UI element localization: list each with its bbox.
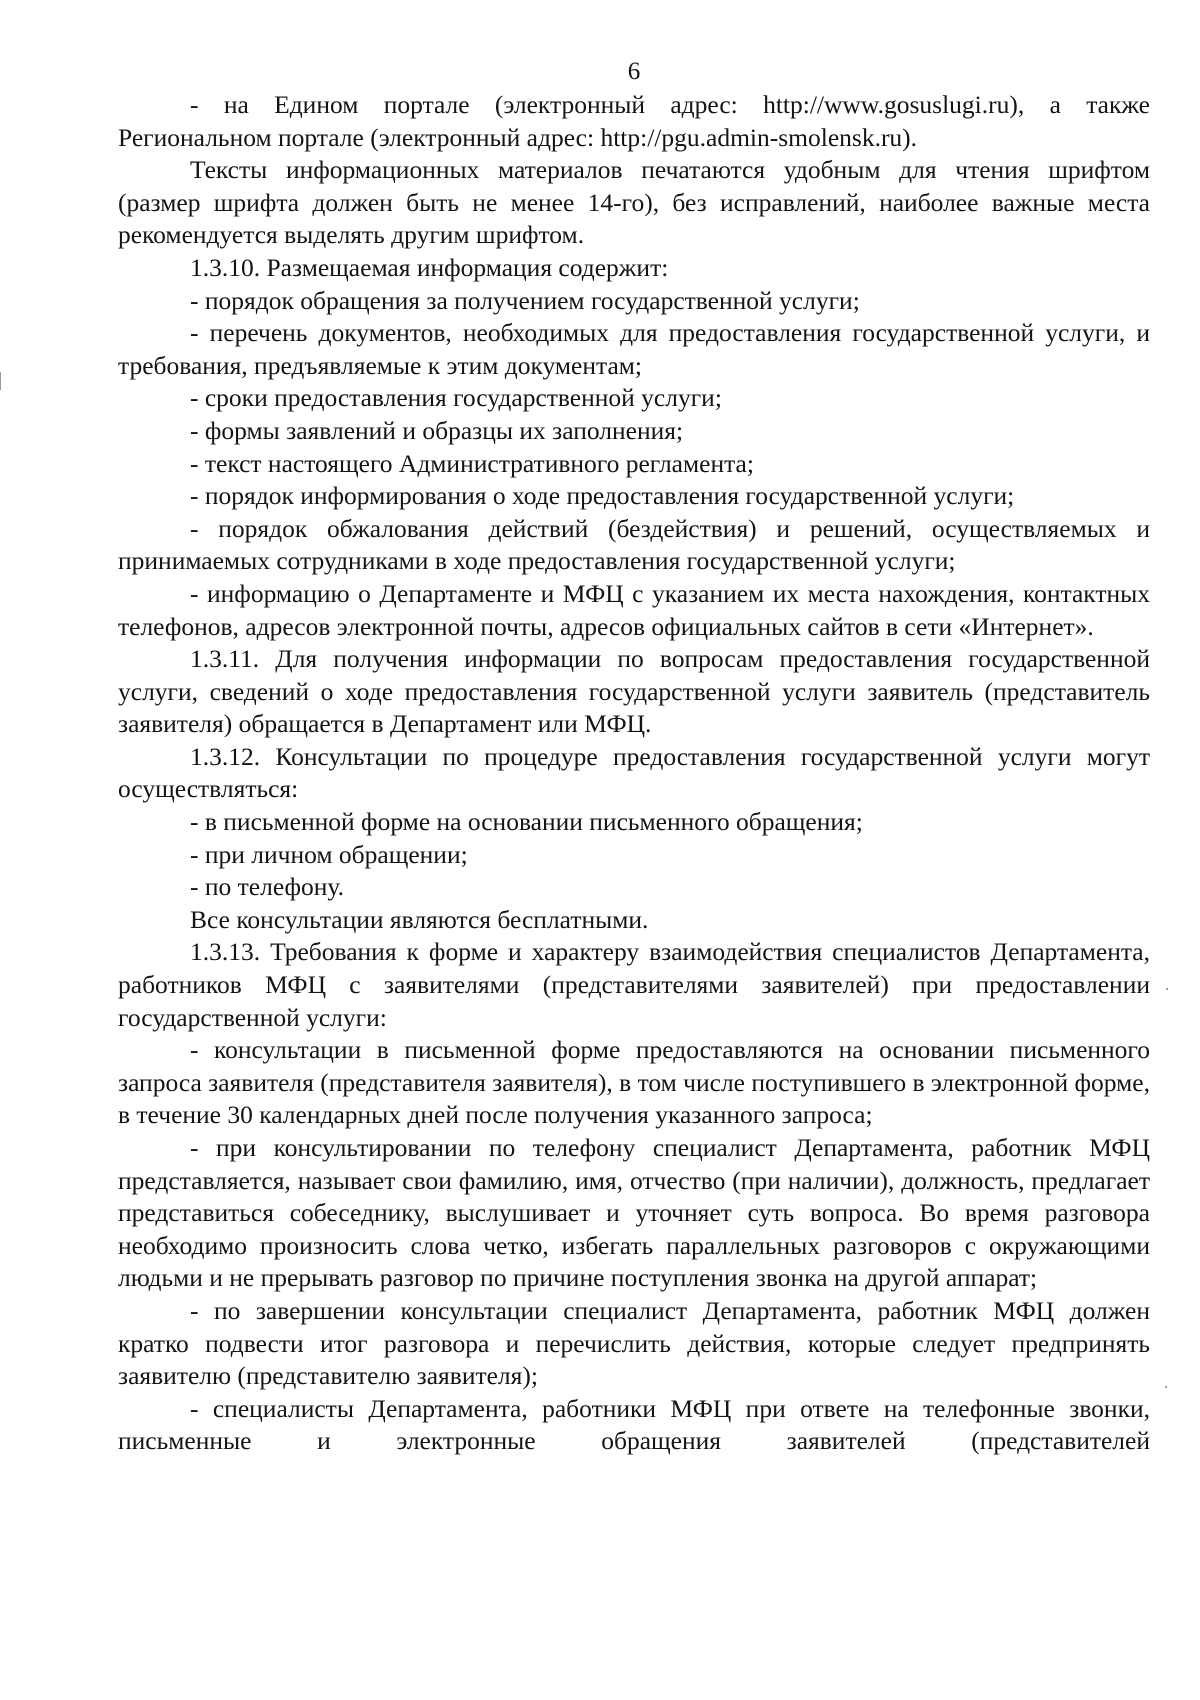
list-item-documents-list: - перечень документов, необходимых для предоставления государственной услуги, и требования, предъявляемые к этим документам; <box>118 318 1150 380</box>
paragraph-1-3-13: 1.3.13. Требования к форме и характеру взаимодействия специалистов Департамента, работников МФЦ с заявителями (представителями заявителей) при предоставлении государственной услуги: <box>118 937 1150 1032</box>
list-item-application-forms: - формы заявлений и образцы их заполнения; <box>190 415 684 445</box>
paragraph-portal-addresses: - на Едином портале (электронный адрес: http://www.gosuslugi.ru), а также Региональном портале (электронный адрес: http://pgu.admin-smolensk.ru). <box>118 90 1150 152</box>
paragraph-1-3-11: 1.3.11. Для получения информации по вопросам предоставления государственной услуги, сведений о ходе предоставления государственной услуги заявитель (представитель заявителя) обращается в Департамент или МФЦ. <box>118 644 1150 739</box>
list-item-written-form: - в письменной форме на основании письменного обращения; <box>190 807 863 837</box>
list-item-personal-visit: - при личном обращении; <box>190 839 468 869</box>
scan-artifact-right-margin <box>1166 988 1168 990</box>
page-number: 6 <box>627 58 641 85</box>
list-item-service-terms: - сроки предоставления государственной услуги; <box>190 383 722 413</box>
paragraph-font-requirements: Тексты информационных материалов печатаются удобным для чтения шрифтом (размер шрифта должен быть не менее 14-го), без исправлений, наиболее важные места рекомендуется выделять другим шрифтом. <box>118 155 1150 250</box>
list-item-phone-consulting: - при консультировании по телефону специалист Департамента, работник МФЦ представляется, называет свои фамилию, имя, отчество (при наличии), должность, предлагает представиться собеседнику, выслушивает и уточняет суть вопроса. Во время разговора необходимо произносить слова четко, избегать параллельных разговоров с окружающими людьми и не прерывать разговор по причине поступления звонка на другой аппарат; <box>118 1133 1150 1293</box>
list-item-department-info: - информацию о Департаменте и МФЦ с указанием их места нахождения, контактных телефонов, адресов электронной почты, адресов официальных сайтов в сети «Интернет». <box>118 578 1150 641</box>
list-item-regulation-text: - текст настоящего Административного регламента; <box>190 448 754 478</box>
paragraph-free-consultations: Все консультации являются бесплатными. <box>190 904 649 934</box>
list-item-informing-order: - порядок информирования о ходе предоставления государственной услуги; <box>190 481 1015 511</box>
list-item-consultation-summary: - по завершении консультации специалист Департамента, работник МФЦ должен кратко подвести итог разговора и перечислить действия, которые следует предпринять заявителю (представителю заявителя); <box>118 1295 1150 1391</box>
paragraph-1-3-10: 1.3.10. Размещаемая информация содержит: <box>190 252 669 282</box>
list-item-appeal-order: - порядок обжалования действий (бездействия) и решений, осуществляемых и принимаемых сотрудниками в ходе предоставления государственной услуги; <box>118 513 1150 576</box>
list-item-application-order: - порядок обращения за получением государственной услуги; <box>190 285 860 315</box>
scan-artifact-left-margin <box>0 372 1 390</box>
paragraph-1-3-12: 1.3.12. Консультации по процедуре предоставления государственной услуги могут осуществляться: <box>118 741 1150 804</box>
document-body <box>118 89 1150 1458</box>
list-item-written-consultations: - консультации в письменной форме предоставляются на основании письменного запроса заявителя (представителя заявителя), в том числе поступившего в электронной форме, в течение 30 календарных дней после получения указанного запроса; <box>118 1035 1150 1130</box>
list-item-response-requirements: - специалисты Департамента, работники МФЦ при ответе на телефонные звонки, письменные и электронные обращения заявителей (представителей <box>118 1393 1150 1456</box>
scan-artifact-right-margin-lower <box>1165 1386 1167 1388</box>
list-item-by-phone: - по телефону. <box>190 872 344 902</box>
